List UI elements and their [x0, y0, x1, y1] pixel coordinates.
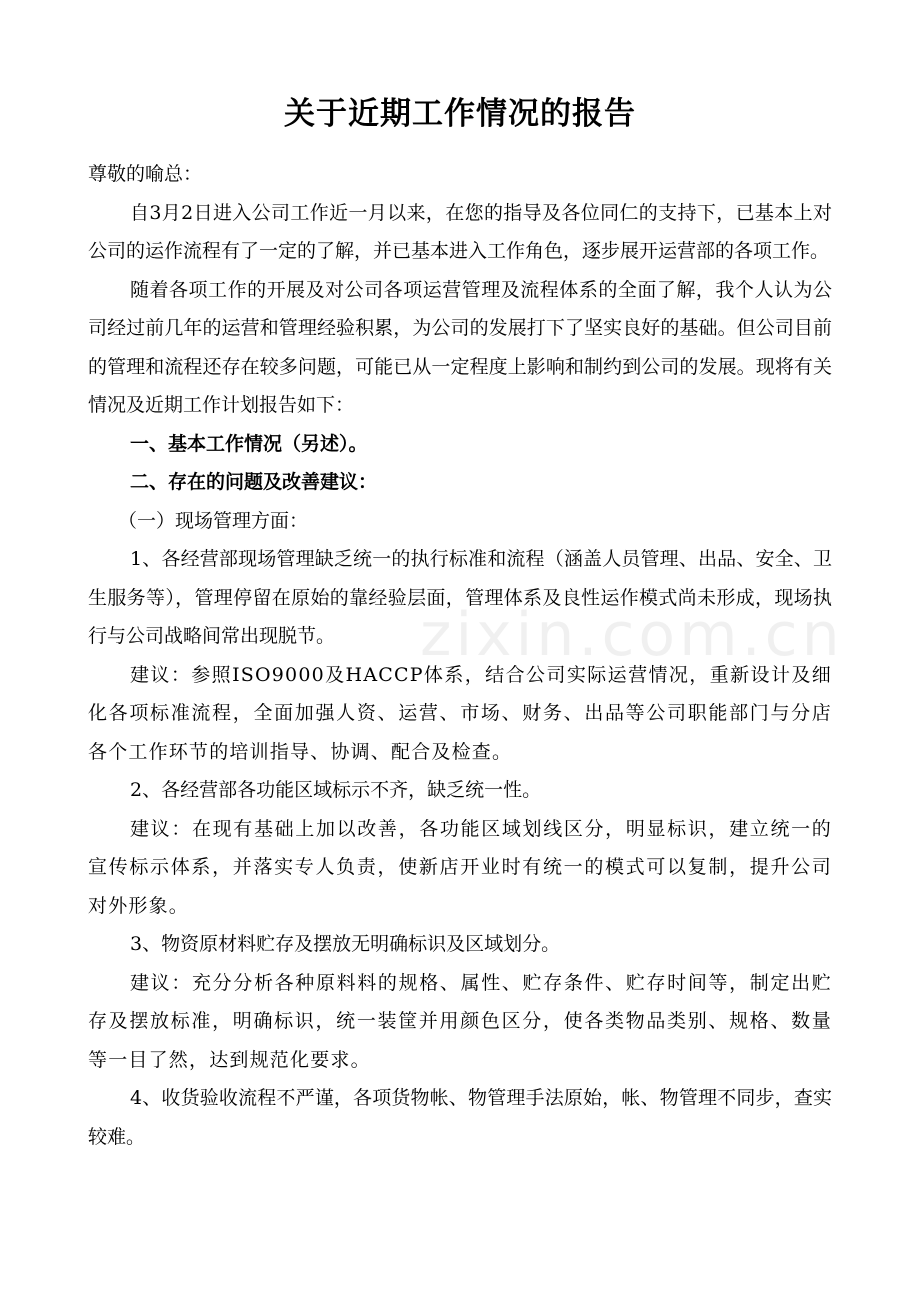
salutation: 尊敬的喻总：	[88, 163, 203, 185]
paragraph-intro: 自3月2日进入公司工作近一月以来，在您的指导及各位同仁的支持下，已基本上对公司的运作流程有了一定的了解，并已基本进入工作角色，逐步展开运营部的各项工作。	[88, 201, 832, 262]
watermark: zixin.com.cn	[420, 600, 844, 670]
problem-item-1: 1、各经营部现场管理缺乏统一的执行标准和流程（涵盖人员管理、出品、安全、卫生服务等），管理停留在原始的靠经验层面，管理体系及良性运作模式尚未形成，现场执行与公司战略间常出现脱节。	[88, 548, 832, 647]
paragraph-overview: 随着各项工作的开展及对公司各项运营管理及流程体系的全面了解，我个人认为公司经过前几年的运营和管理经验积累，为公司的发展打下了坚实良好的基础。但公司目前的管理和流程还存在较多问题，可能已从一定程度上影响和制约到公司的发展。现将有关情况及近期工作计划报告如下：	[88, 278, 832, 416]
document-body	[88, 155, 832, 1156]
section-heading-2: 二、存在的问题及改善建议：	[130, 471, 378, 493]
suggestion-1: 建议：参照ISO9000及HACCP体系，结合公司实际运营情况，重新设计及细化各项标准流程，全面加强人资、运营、市场、财务、出品等公司职能部门与分店各个工作环节的培训指导、协调、配合及检查。	[88, 663, 832, 763]
subsection-heading-site-management: （一）现场管理方面：	[118, 509, 309, 532]
document-title: 关于近期工作情况的报告	[284, 96, 636, 132]
problem-item-2: 2、各经营部各功能区域标示不齐，缺乏统一性。	[130, 779, 542, 801]
problem-item-3: 3、物资原材料贮存及摆放无明确标识及区域划分。	[130, 933, 561, 955]
suggestion-3: 建议：充分分析各种原料料的规格、属性、贮存条件、贮存时间等，制定出贮存及摆放标准，明确标识，统一装筐并用颜色区分，使各类物品类别、规格、数量等一目了然，达到规范化要求。	[88, 971, 832, 1071]
problem-item-4: 4、收货验收流程不严谨，各项货物帐、物管理手法原始，帐、物管理不同步，查实较难。	[88, 1087, 832, 1148]
suggestion-2: 建议：在现有基础上加以改善，各功能区域划线区分，明显标识，建立统一的宣传标示体系，并落实专人负责，使新店开业时有统一的模式可以复制，提升公司对外形象。	[88, 817, 832, 917]
section-heading-1: 一、基本工作情况（另述）。	[130, 432, 368, 455]
